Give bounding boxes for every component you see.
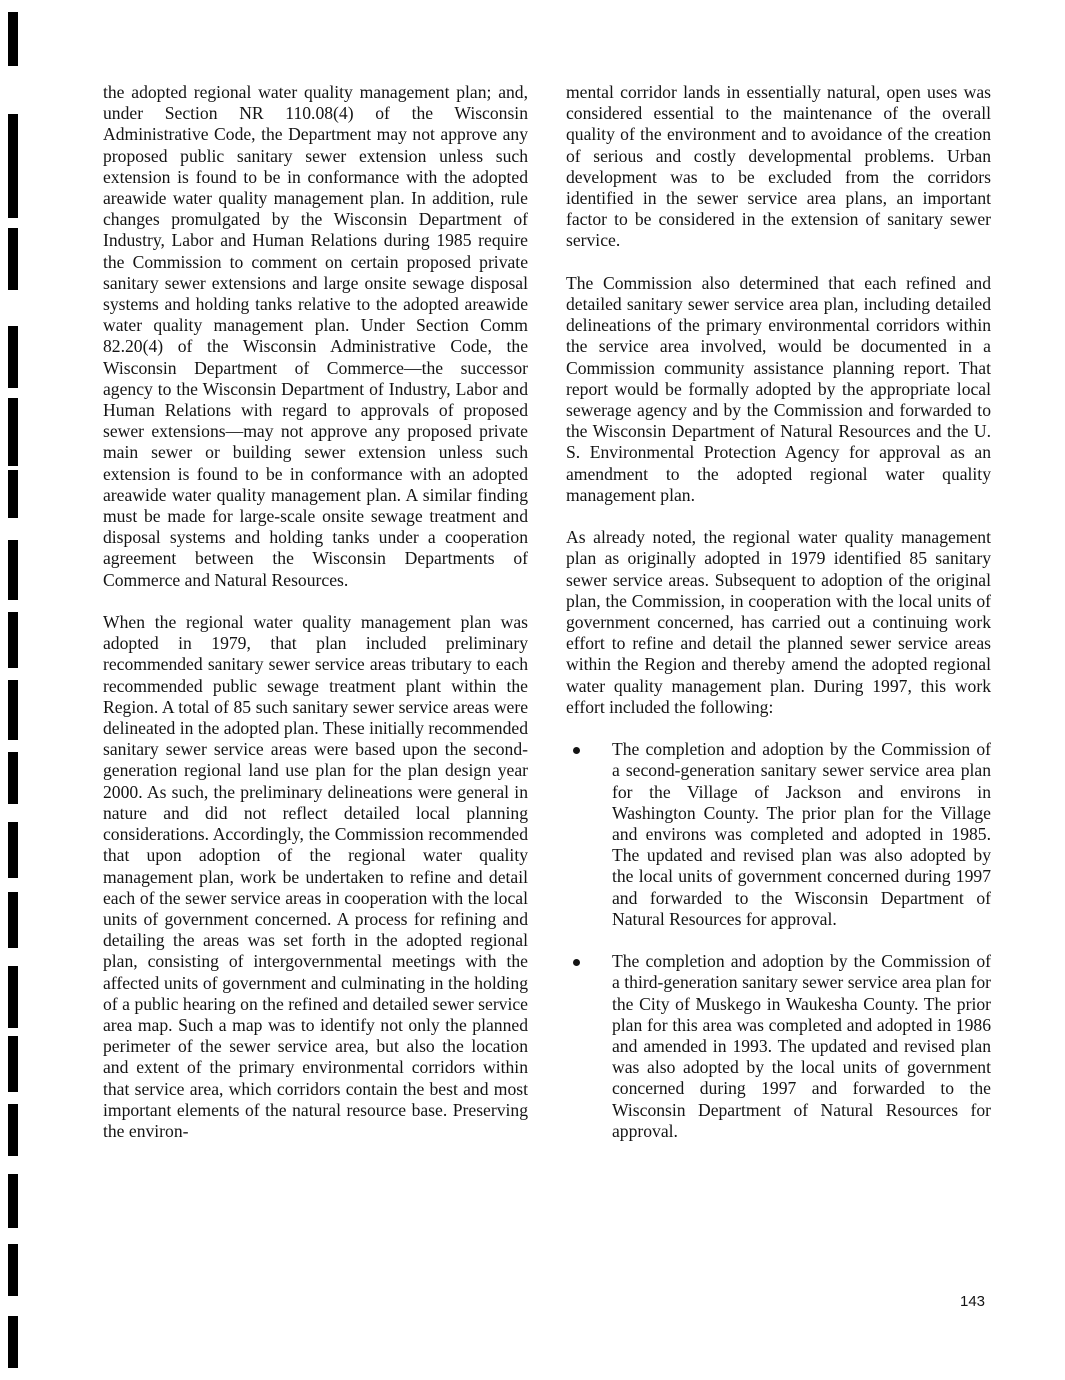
- margin-mark: [8, 966, 18, 1028]
- margin-mark: [8, 12, 18, 66]
- margin-mark: [8, 752, 18, 804]
- margin-mark: [8, 1036, 18, 1092]
- bullet-text: The completion and adoption by the Commission of a second-generation sanitary sewer service area plan for the Village of Jackson and environs in Washington County. The prior plan for the Village and environs was completed and adopted in 1985. The updated and revised plan was also adopted by the local units of government concerned during 1997 and forwarded to the Wisconsin Department of Natural Resources for approval.: [612, 739, 991, 929]
- bullet-icon: [573, 959, 580, 966]
- bullet-text: The completion and adoption by the Commission of a third-generation sanitary sewer service area plan for the City of Muskego in Waukesha County. The prior plan for this area was completed and adopted in 1986 and amended in 1993. The updated and revised plan was also adopted by the local units of government concerned during 1997 and forwarded to the Wisconsin Department of Natural Resources for approval.: [612, 951, 991, 1141]
- margin-mark: [8, 398, 18, 466]
- left-text-column: [103, 82, 528, 1163]
- paragraph: The Commission also determined that each refined and detailed sanitary sewer service area plan, including detailed delineations of the primary environmental corridors within the service area involved, would be documented in a Commission community assistance planning report. That report would be formally adopted by the appropriate local sewerage agency and by the Commission and forwarded to the Wisconsin Department of Natural Resources and the U. S. Environmental Protection Agency for approval as an amendment to the adopted regional water quality management plan.: [566, 272, 991, 505]
- margin-mark: [8, 228, 18, 290]
- paragraph: mental corridor lands in essentially natural, open uses was considered essential to the maintenance of the overall quality of the environment and to avoidance of the creation of serious and costly developmental problems. Urban development was to be excluded from the corridors identified in the sewer service area plans, an important factor to be considered in the extension of sanitary sewer service.: [566, 82, 991, 251]
- paragraph: the adopted regional water quality management plan; and, under Section NR 110.08(4) of the Wisconsin Administrative Code, the Department may not approve any proposed public sanitary sewer extension unless such extension is found to be in conformance with the adopted areawide water quality management plan. In addition, rule changes promulgated by the Wisconsin Department of Industry, Labor and Human Relations during 1985 require the Commission to comment on certain proposed private sanitary sewer extensions and large onsite sewage disposal systems and holding tanks relative to the adopted areawide water quality management plan. Under Section Comm 82.20(4) of the Wisconsin Administrative Code, the Wisconsin Department of Commerce—the successor agency to the Wisconsin Department of Industry, Labor and Human Relations with regard to approvals of proposed sewer extensions—may not approve any proposed private main sewer or building sewer extension unless such extension is found to be in conformance with an adopted areawide water quality management plan. A similar finding must be made for large-scale onsite sewage treatment and disposal systems and holding tanks under a cooperation agreement between the Wisconsin Departments of Commerce and Natural Resources.: [103, 82, 528, 590]
- margin-mark: [8, 892, 18, 948]
- margin-mark: [8, 1104, 18, 1156]
- margin-mark: [8, 612, 18, 668]
- paragraph: As already noted, the regional water quality management plan as originally adopted in 1979 identified 85 sanitary sewer service areas. Subsequent to adoption of the original plan, the Commission, in cooperation with the local units of government concerned, has carried out a continuing work effort to refine and detail the planned sewer service areas within the Region and thereby amend the adopted regional water quality management plan. During 1997, this work effort included the following:: [566, 527, 991, 717]
- margin-mark: [8, 1244, 18, 1296]
- paragraph: When the regional water quality management plan was adopted in 1979, that plan included preliminary recommended sanitary sewer service areas tributary to each recommended public sewage treatment plant within the Region. A total of 85 such sanitary sewer service areas were delineated in the adopted plan. These initially recommended sanitary sewer service areas were based upon the second-generation regional land use plan for the plan design year 2000. As such, the preliminary delineations were general in nature and did not reflect detailed local planning considerations. Accordingly, the Commission recommended that upon adoption of the regional water quality management plan, work be undertaken to refine and detail each of the sewer service areas in cooperation with the local units of government concerned. A process for refining and detailing the areas was set forth in the adopted regional plan, consisting of intergovernmental meetings with the affected units of government and culminating in the holding of a public hearing on the refined and detailed sewer service area map. Such a map was to identify not only the planned perimeter of the sewer service area, but also the location and extent of the primary environmental corridors within that service area, which corridors contain the best and most important elements of the natural resource base. Preserving the environ-: [103, 612, 528, 1141]
- margin-mark: [8, 680, 18, 740]
- right-text-column: [566, 82, 991, 1163]
- bullet-item: [566, 739, 991, 930]
- page-number: 143: [960, 1293, 986, 1310]
- bullet-icon: [573, 747, 580, 754]
- margin-mark: [8, 822, 18, 878]
- margin-mark: [8, 540, 18, 600]
- bullet-item: [566, 951, 991, 1142]
- binding-margin-marks: [0, 0, 20, 1380]
- margin-mark: [8, 158, 18, 218]
- margin-mark: [8, 1174, 18, 1228]
- margin-mark: [8, 326, 18, 388]
- bullet-list: [566, 739, 991, 1142]
- margin-mark: [8, 470, 18, 518]
- margin-mark: [8, 1316, 18, 1368]
